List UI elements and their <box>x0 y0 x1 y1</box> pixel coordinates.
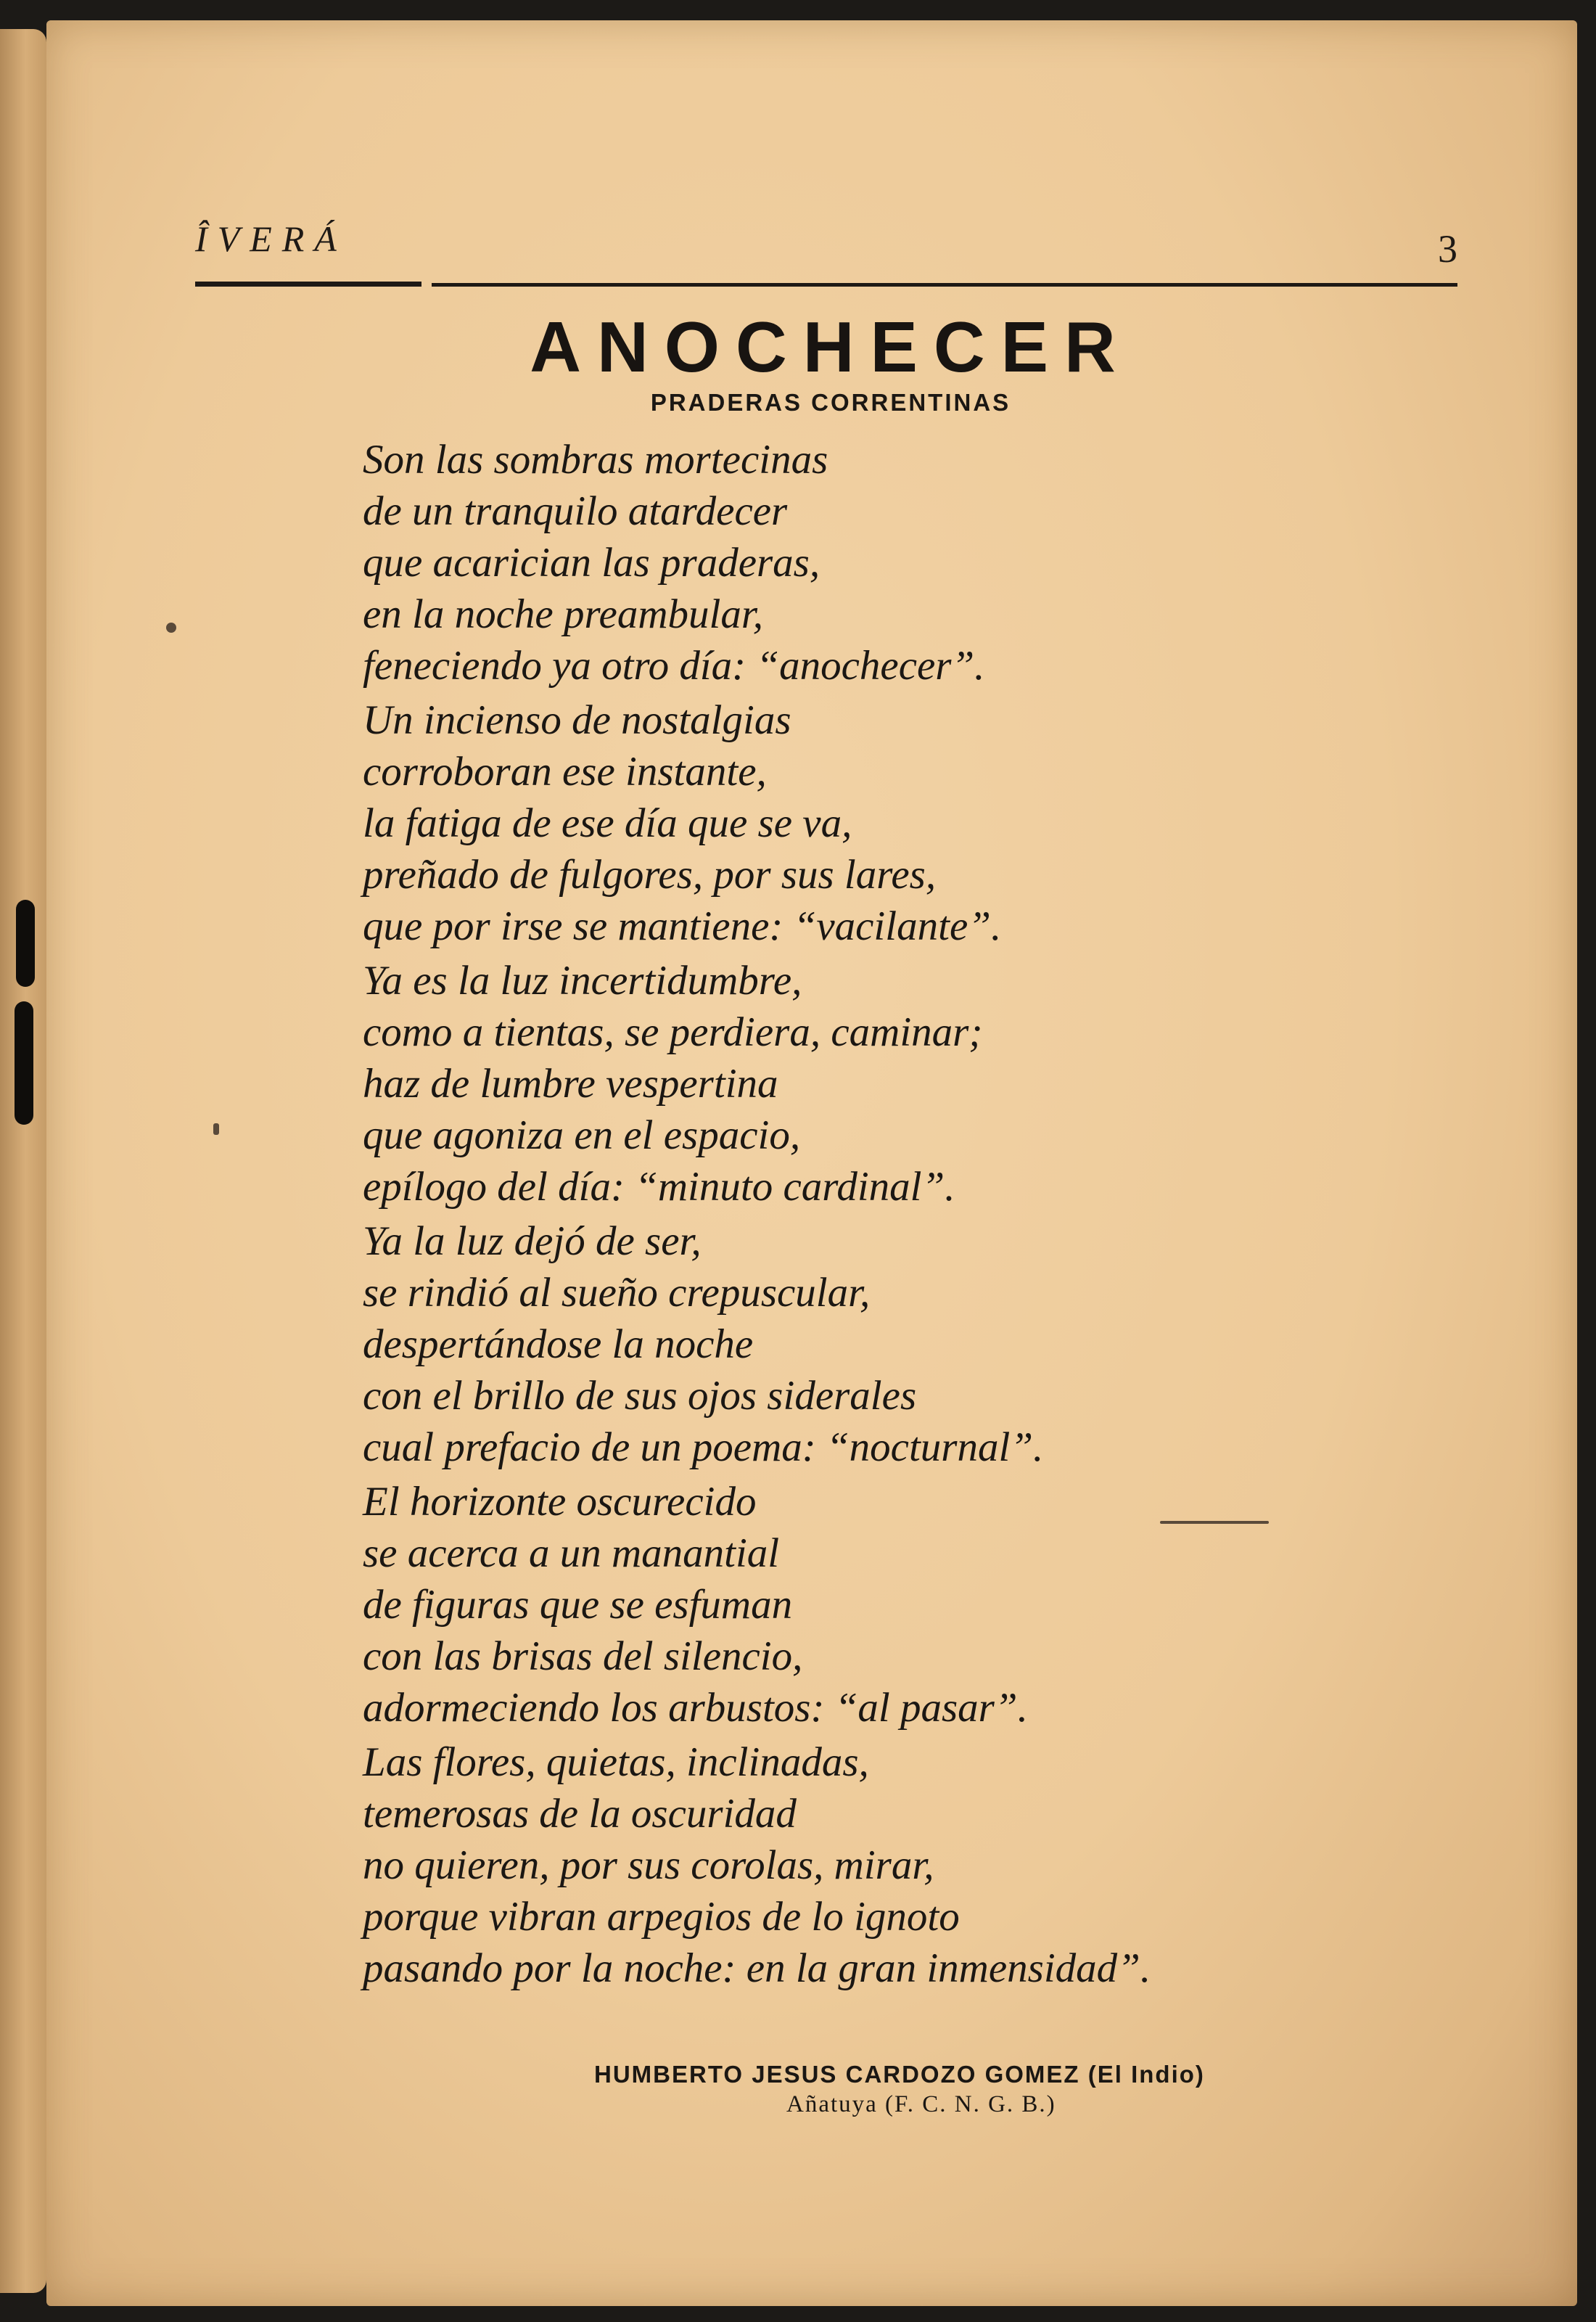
poem-subtitle: PRADERAS CORRENTINAS <box>650 389 1011 416</box>
poem-line: temerosas de la oscuridad <box>363 1791 797 1837</box>
page-number: 3 <box>1438 227 1457 271</box>
poem-line: que por irse se mantiene: “vacilante”. <box>363 903 1002 949</box>
poem-line: la fatiga de ese día que se va, <box>363 800 852 846</box>
poem-line: El horizonte oscurecido <box>363 1479 757 1525</box>
page-header <box>195 200 1457 287</box>
poem-line: porque vibran arpegios de lo ignoto <box>363 1894 960 1940</box>
poem-line: preñado de fulgores, por sus lares, <box>363 852 937 898</box>
stanza <box>363 1736 1306 1994</box>
poem-line: de un tranquilo atardecer <box>363 488 788 534</box>
poem-line: epílogo del día: “minuto cardinal”. <box>363 1164 955 1210</box>
poem-author: HUMBERTO JESUS CARDOZO GOMEZ (El Indio) <box>594 2061 1205 2088</box>
author-location: Añatuya (F. C. N. G. B.) <box>786 2091 1056 2117</box>
book-spine <box>0 29 46 2293</box>
poem-line: con las brisas del silencio, <box>363 1633 803 1679</box>
poem-line: se rindió al sueño crepuscular, <box>363 1270 871 1316</box>
poem-line: se acerca a un manantial <box>363 1530 780 1576</box>
poem-line: en la noche preambular, <box>363 591 763 637</box>
poem-line: no quieren, por sus corolas, mirar, <box>363 1842 934 1888</box>
journal-name: ÎVERÁ <box>195 218 347 259</box>
stanza <box>363 1215 1306 1473</box>
poem-body <box>363 434 1306 1997</box>
paper-speck <box>166 623 176 633</box>
paper-speck <box>1160 1521 1269 1524</box>
poem-line: con el brillo de sus ojos siderales <box>363 1373 917 1419</box>
poem-line: feneciendo ya otro día: “anochecer”. <box>363 643 985 689</box>
poem-line: adormeciendo los arbustos: “al pasar”. <box>363 1685 1028 1731</box>
stanza <box>363 434 1306 692</box>
poem-line: que agoniza en el espacio, <box>363 1112 801 1158</box>
poem-line: de figuras que se esfuman <box>363 1582 793 1628</box>
poem-line: despertándose la noche <box>363 1321 754 1367</box>
poem-line: Las flores, quietas, inclinadas, <box>363 1739 869 1785</box>
binding-hole <box>15 1001 33 1125</box>
poem-line: como a tientas, se perdiera, caminar; <box>363 1009 983 1055</box>
stanza <box>363 694 1306 952</box>
header-rule-left <box>195 282 421 287</box>
binding-hole <box>16 900 35 987</box>
stanza <box>363 1476 1306 1734</box>
poem-line: que acarician las praderas, <box>363 540 820 586</box>
poem-line: corroboran ese instante, <box>363 749 767 795</box>
poem-line: haz de lumbre vespertina <box>363 1061 778 1107</box>
book-page <box>46 20 1577 2306</box>
poem-line: pasando por la noche: en la gran inmensidad”. <box>363 1945 1151 1991</box>
poem-line: Un incienso de nostalgias <box>363 697 791 743</box>
poem-line: Ya la luz dejó de ser, <box>363 1218 702 1264</box>
poem-line: Son las sombras mortecinas <box>363 437 828 483</box>
paper-speck <box>213 1123 219 1135</box>
poem-title: ANOCHECER <box>530 307 1132 387</box>
header-rule-right <box>432 283 1457 287</box>
stanza <box>363 955 1306 1213</box>
poem-line: cual prefacio de un poema: “nocturnal”. <box>363 1424 1044 1470</box>
poem-line: Ya es la luz incertidumbre, <box>363 958 802 1004</box>
